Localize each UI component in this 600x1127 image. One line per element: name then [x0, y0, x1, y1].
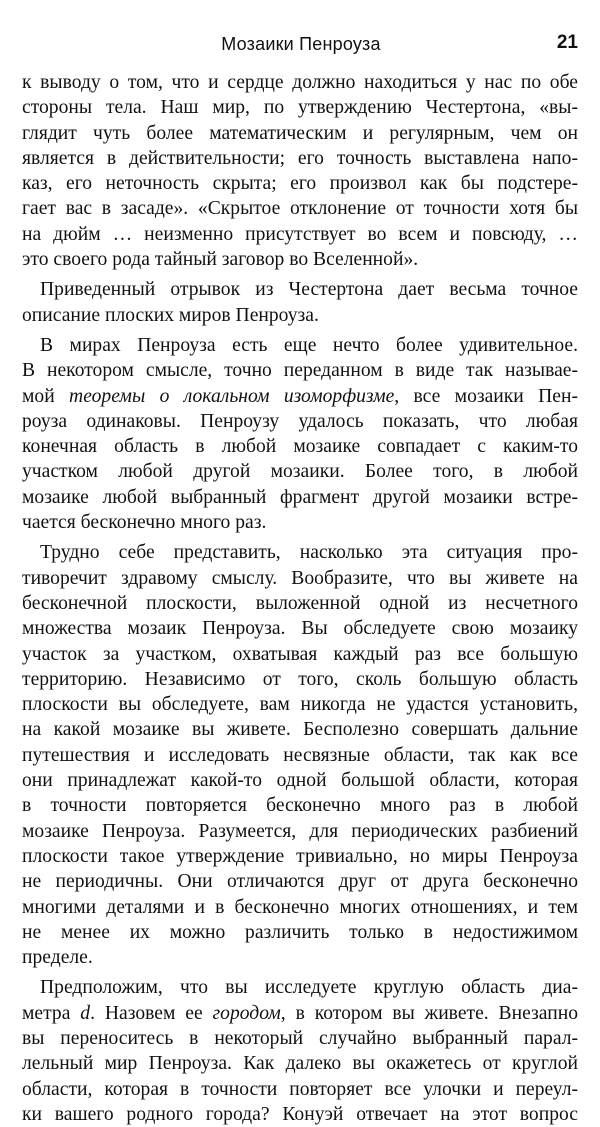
italic-term: городом — [212, 1002, 281, 1024]
text-line: метра d. Назовем ее городом, в котором вы живете. Внезапно — [22, 1002, 578, 1024]
text-line: многими деталями и в бесконечно многих отношениях, и тем — [22, 896, 578, 918]
text-line: описание плоских миров Пенроуза. — [22, 304, 319, 326]
text-line: В мирах Пенроуза есть еще нечто более удивительное. — [40, 334, 578, 356]
text-line: стороны тела. Наш мир, по утверждению Честертона, «вы- — [22, 97, 578, 119]
text-line: плоскости такое утверждение тривиально, но миры Пенроуза — [22, 845, 578, 867]
text-line: к выводу о том, что и сердце должно находиться у нас по обе — [22, 72, 578, 93]
paragraph — [22, 333, 578, 535]
page-header — [22, 30, 580, 60]
text-line: на какой мозаике вы живете. Бесполезно совершать дальние — [22, 719, 578, 741]
text-line: гает вас в засаде». «Скрытое отклонение от точности хотя бы — [22, 198, 578, 220]
text-line: мозаике любой выбранный фрагмент другой мозаики встре- — [22, 486, 578, 508]
text-line: мозаике Пенроуза. Разумеется, для периодических разбиений — [22, 820, 578, 842]
text-line: является в действительности; его точность выставлена напо- — [22, 147, 578, 169]
text-line: роуза одинаковы. Пенроузу удалось показать, что любая — [22, 410, 578, 432]
text-line: лельный мир Пенроуза. Как далеко вы окажетесь от круглой — [22, 1053, 578, 1075]
text-line: плоскости вы обследуете, вам никогда не удастся установить, — [22, 694, 578, 716]
text-line: участком любой другой мозаики. Более того, в любой — [22, 461, 578, 483]
text-line: они принадлежат какой-то одной большой области, которая — [22, 770, 578, 792]
paragraph — [22, 975, 578, 1127]
text-line: В некотором смысле, точно переданном в виде так называе- — [22, 360, 578, 382]
text-line: в точности повторяется бесконечно много раз в любой — [22, 795, 578, 817]
page-number: 21 — [556, 32, 578, 53]
text-line: глядит чуть более математическим и регулярным, чем он — [22, 122, 578, 144]
body-text — [22, 70, 578, 1127]
text-line: территорию. Независимо от того, сколь большую область — [22, 668, 578, 690]
paragraph — [22, 277, 578, 328]
text-line: чается бесконечно много раз. — [22, 512, 267, 534]
paragraph — [22, 70, 578, 272]
text-line: участок за участком, охватывая каждый раз все большую — [22, 643, 578, 665]
text-line: вы переноситесь в некоторый случайно выбранный парал- — [22, 1027, 578, 1049]
text-line: Приведенный отрывок из Честертона дает весьма точное — [40, 279, 578, 301]
text-line: конечная область в любой мозаике совпадает с каким-то — [22, 436, 578, 458]
paragraph — [22, 540, 578, 970]
text-line: на дюйм … неизменно присутствует во всем и повсюду, … — [22, 223, 578, 245]
italic-term: теоремы о локальном изоморфизме — [69, 385, 395, 407]
text-line: области, которая в точности повторяет все улочки и переул- — [22, 1078, 578, 1100]
text-line: каз, его неточность скрыта; его произвол как бы подстере- — [22, 173, 578, 195]
text-line: пределе. — [22, 947, 93, 969]
text-line: бесконечной плоскости, выложенной одной из несчетного — [22, 592, 578, 614]
text-line: Трудно себе представить, насколько эта ситуация про- — [40, 542, 578, 564]
text-line: множества мозаик Пенроуза. Вы обследуете свою мозаику — [22, 618, 578, 640]
text-line: тиворечит здравому смыслу. Вообразите, что вы живете на — [22, 567, 578, 589]
text-line: ки вашего родного города? Конуэй отвечает на этот вопрос — [22, 1103, 578, 1125]
text-line: мой теоремы о локальном изоморфизме, все мозаики Пен- — [22, 385, 579, 407]
text-line: не менее их можно различить только в недостижимом — [22, 921, 578, 943]
italic-term: d — [80, 1002, 91, 1024]
text-line: Предположим, что вы исследуете круглую область диа- — [40, 977, 578, 999]
text-line: это своего рода тайный заговор во Вселенной». — [22, 249, 419, 271]
text-line: путешествия и исследовать несвязные области, так как все — [22, 744, 578, 766]
running-title: Мозаики Пенроуза — [221, 34, 381, 54]
text-line: не периодичны. Они отличаются друг от друга бесконечно — [22, 871, 578, 893]
